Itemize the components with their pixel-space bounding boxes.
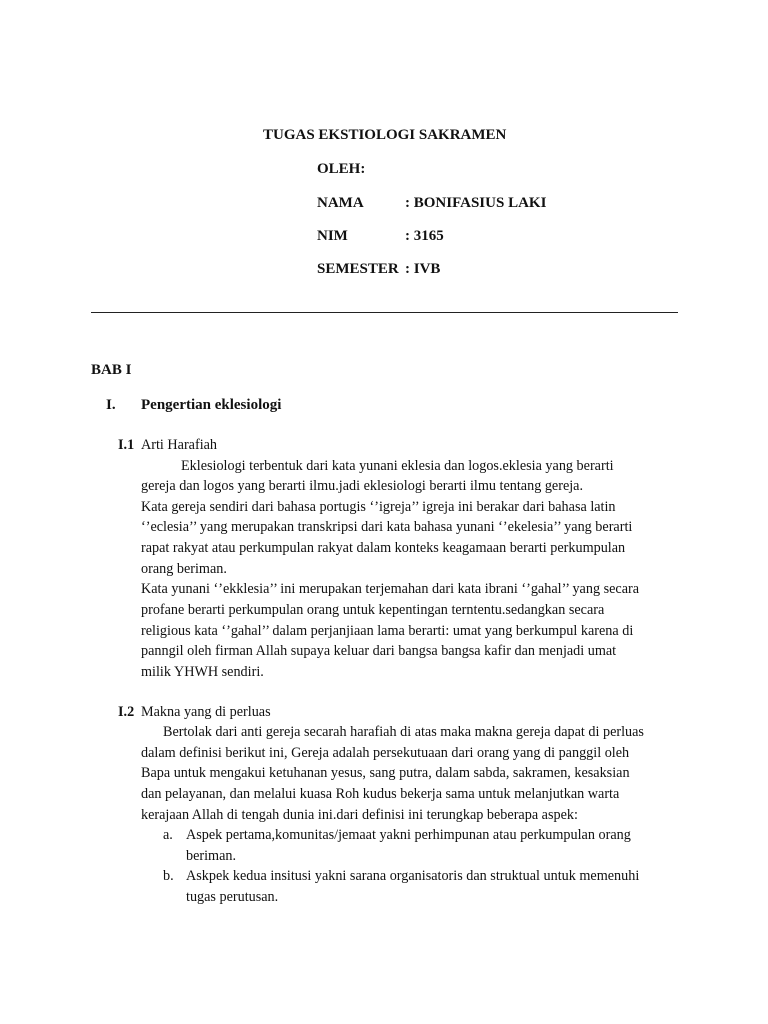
paragraph-line: ‘’eclesia’’ yang merupakan transkripsi dari kata bahasa yunani ‘’ekelesia’’ yang berarti [141,519,633,535]
paragraph-line: Bertolak dari anti gereja secarah harafiah di atas maka makna gereja dapat di perluas [163,724,644,740]
semester-value: : IVB [405,261,441,277]
nim-value: : 3165 [405,228,444,244]
list-item-line: beriman. [186,848,237,864]
paragraph-line: panngil oleh firman Allah supaya keluar dari bangsa bangsa kafir dan menjadi umat [141,643,617,659]
paragraph-line: Kata yunani ‘’ekklesia’’ ini merupakan terjemahan dari kata ibrani ‘’gahal’’ yang secara [141,581,640,597]
subsection-number: I.2 [118,704,135,720]
list-item-line: Askpek kedua insitusi yakni sarana organisatoris dan struktual untuk memenuhi [186,868,640,884]
horizontal-divider [91,312,678,313]
paragraph-line: rapat rakyat atau perkumpulan rakyat dalam konteks keagamaan berarti perkumpulan [141,540,626,556]
paragraph-line: dan pelayanan, dan melalui kuasa Roh kudus bekerja sama untuk melanjutkan warta [141,786,620,802]
paragraph-line: profane berarti perkumpulan orang untuk kepentingan terntentu.sedangkan secara [141,602,605,618]
list-item-line: tugas perutusan. [186,889,279,905]
document-title: TUGAS EKSTIOLOGI SAKRAMEN [263,127,507,143]
list-marker: a. [163,827,173,843]
paragraph-line: kerajaan Allah di tengah dunia ini.dari definisi ini terungkap beberapa aspek: [141,807,578,823]
nim-label: NIM [317,228,348,244]
paragraph-line: Eklesiologi terbentuk dari kata yunani eklesia dan logos.eklesia yang berarti [181,458,614,474]
name-label: NAMA [317,195,364,211]
section-title: Pengertian eklesiologi [141,397,282,413]
list-item-line: Aspek pertama,komunitas/jemaat yakni perhimpunan atau perkumpulan orang [186,827,631,843]
paragraph-line: religious kata ‘’gahal’’ dalam perjanjiaan lama berarti: umat yang berkumpul karena di [141,623,634,639]
paragraph-line: dalam definisi berikut ini, Gereja adalah persekutuaan dari orang yang di panggil oleh [141,745,630,761]
paragraph-line: orang beriman. [141,561,227,577]
chapter-heading: BAB I [91,362,132,378]
by-label: OLEH: [317,161,366,177]
section-number: I. [106,397,116,413]
paragraph-line: gereja dan logos yang berarti ilmu.jadi eklesiologi berarti ilmu tentang gereja. [141,478,584,494]
list-marker: b. [163,868,174,884]
name-value: : BONIFASIUS LAKI [405,195,547,211]
subsection-number: I.1 [118,437,135,453]
semester-label: SEMESTER [317,261,399,277]
subsection-title: Makna yang di perluas [141,704,271,720]
paragraph-line: Kata gereja sendiri dari bahasa portugis ‘’igreja’’ igreja ini berakar dari bahasa latin [141,499,616,515]
paragraph-line: Bapa untuk mengakui ketuhanan yesus, sang putra, dalam sabda, sakramen, kesaksian [141,765,630,781]
paragraph-line: milik YHWH sendiri. [141,664,264,680]
subsection-title: Arti Harafiah [141,437,218,453]
